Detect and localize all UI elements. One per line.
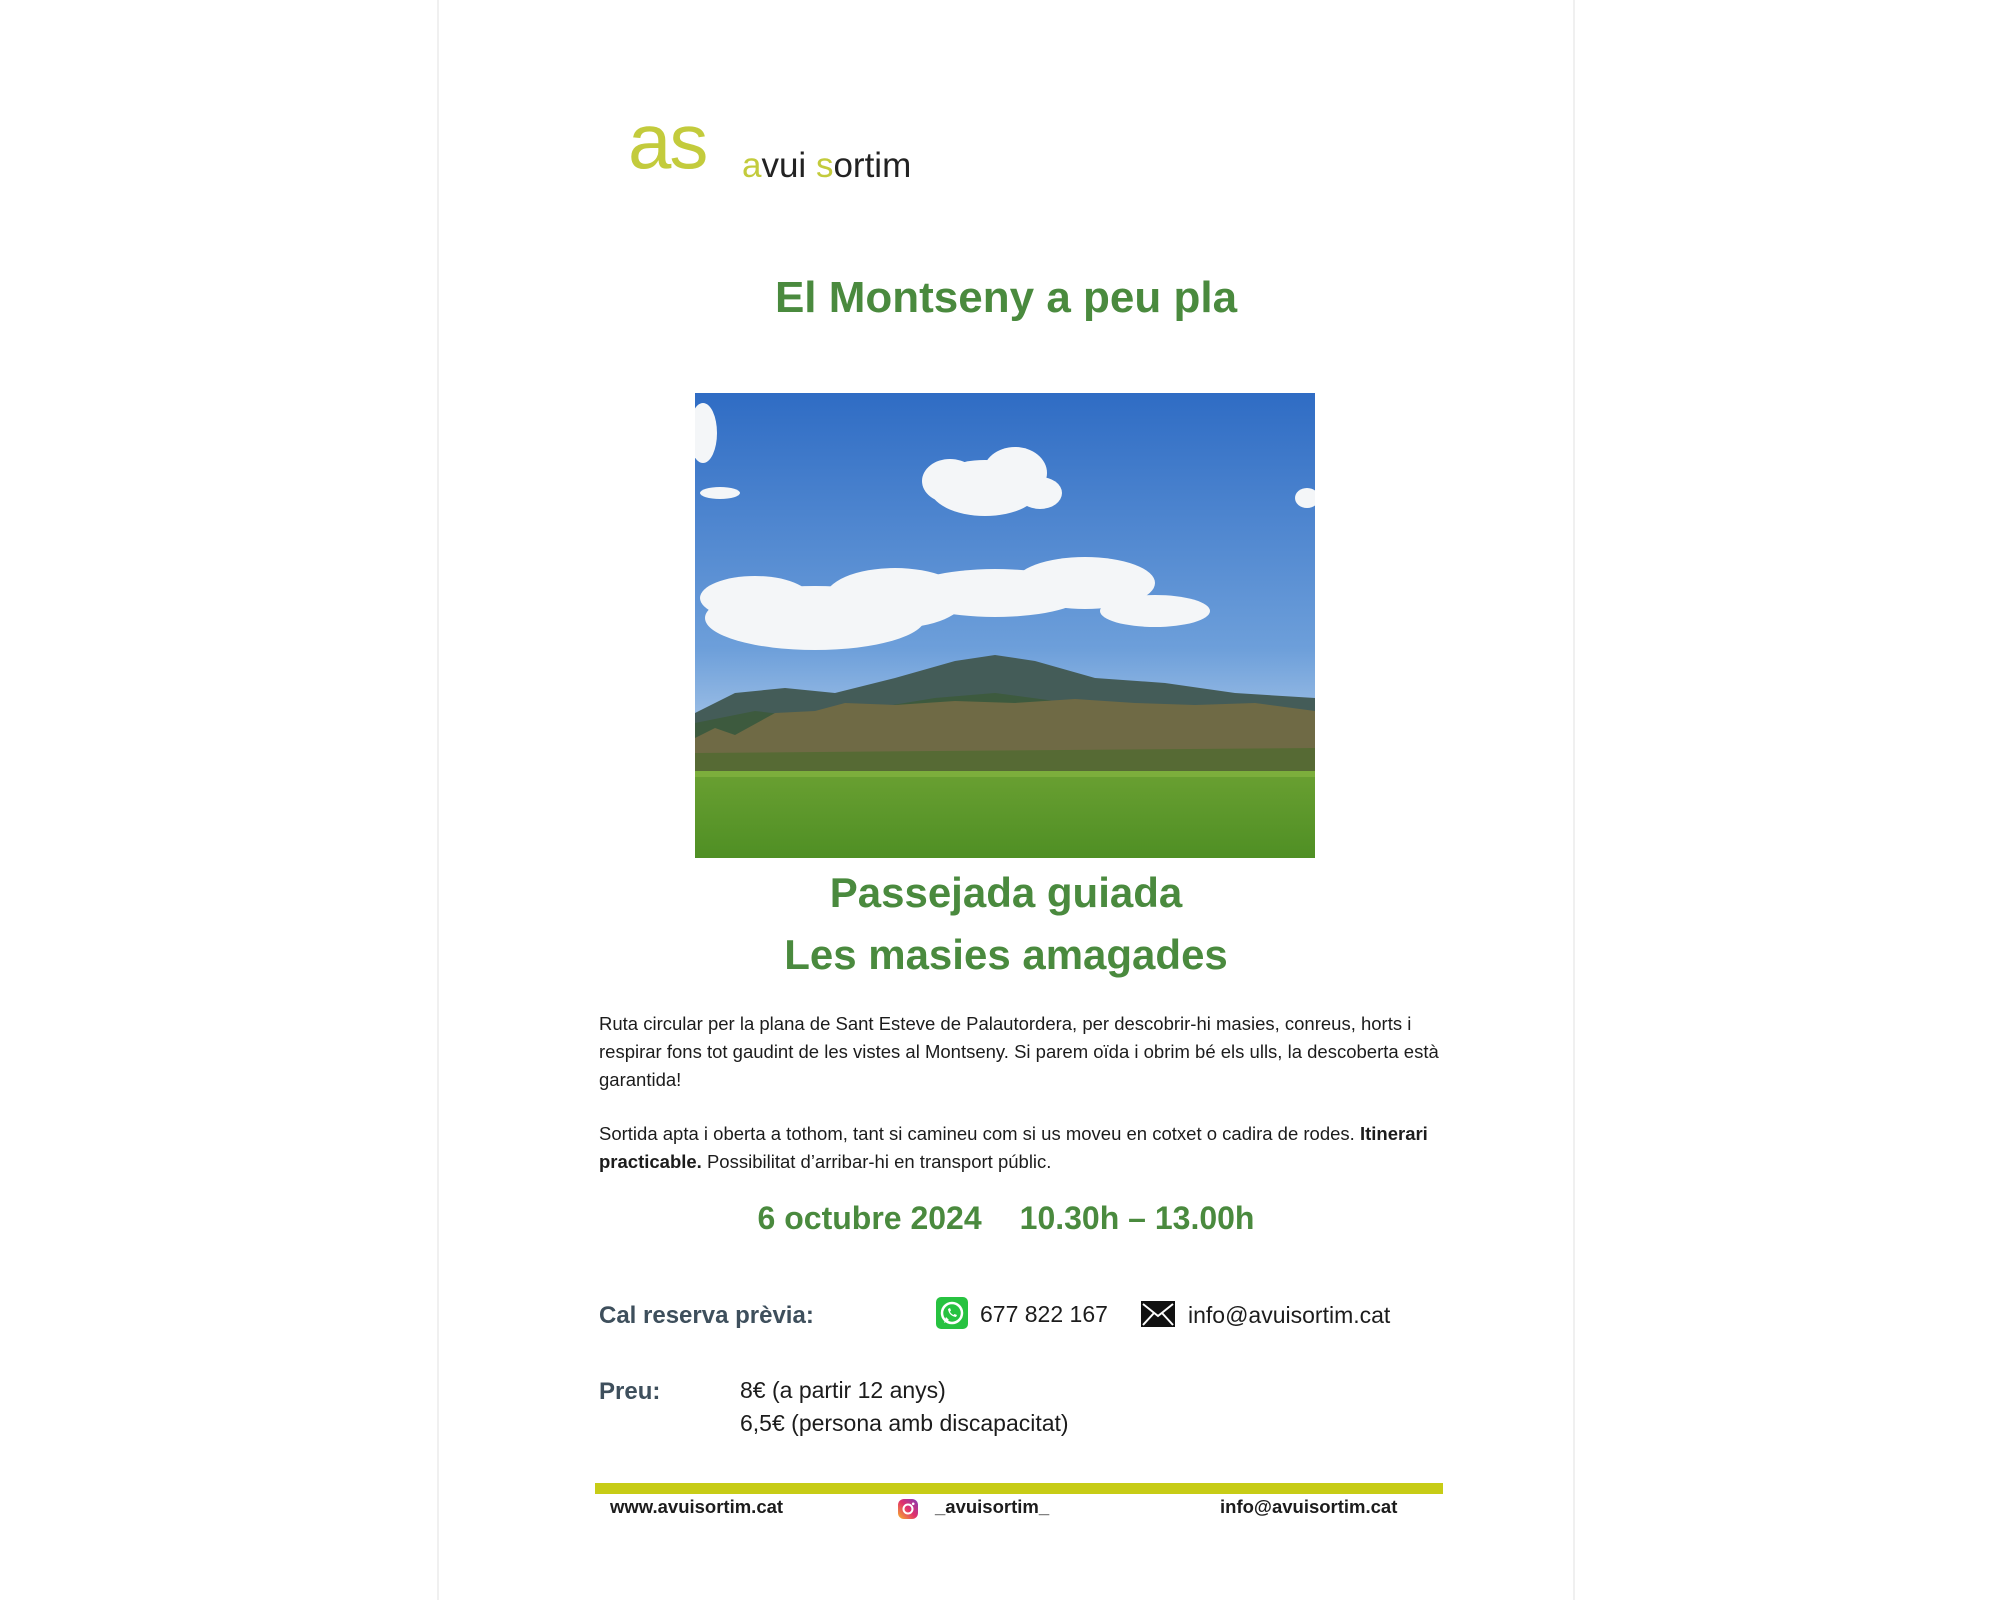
subtitle-line-1: Passejada guiada <box>829 869 1183 916</box>
footer-divider <box>595 1483 1443 1494</box>
logo-wordmark: avui sortim <box>742 146 912 185</box>
event-time: 10.30h – 13.00h <box>1019 1200 1255 1236</box>
price-label: Preu: <box>599 1378 661 1405</box>
logo-mark: as <box>628 97 707 185</box>
booking-phone[interactable]: 677 822 167 <box>980 1301 1108 1327</box>
event-date: 6 octubre 2024 <box>757 1200 982 1236</box>
description-paragraph: Ruta circular per la plana de Sant Esteve de Palautordera, per descobrir-hi masies, conreus, horts i respirar fons tot gaudint de les vistes al Montseny. Si parem oïda i obrim bé els ulls, la descoberta està garantida! <box>599 1013 1439 1090</box>
footer-website-link[interactable]: www.avuisortim.cat <box>610 1496 784 1517</box>
subtitle-line-2: Les masies amagades <box>784 931 1228 978</box>
booking-label: Cal reserva prèvia: <box>599 1302 814 1329</box>
footer-email-link[interactable]: info@avuisortim.cat <box>1220 1496 1398 1517</box>
whatsapp-icon <box>936 1297 968 1329</box>
page-title: El Montseny a peu pla <box>774 273 1238 322</box>
event-date-time <box>437 1200 1575 1237</box>
envelope-icon <box>1141 1301 1175 1327</box>
price-line-1: 8€ (a partir 12 anys) <box>740 1377 946 1403</box>
landscape-photo <box>695 393 1315 858</box>
price-line-2: 6,5€ (persona amb discapacitat) <box>740 1410 1069 1436</box>
footer-instagram-link[interactable]: _avuisortim_ <box>935 1496 1050 1517</box>
booking-email[interactable]: info@avuisortim.cat <box>1188 1302 1391 1328</box>
instagram-icon <box>897 1498 919 1520</box>
access-paragraph: Sortida apta i oberta a tothom, tant si camineu com si us moveu en cotxet o cadira de rodes. Itinerari practicable. Possibilitat d’arribar-hi en transport públic. <box>599 1123 1428 1172</box>
